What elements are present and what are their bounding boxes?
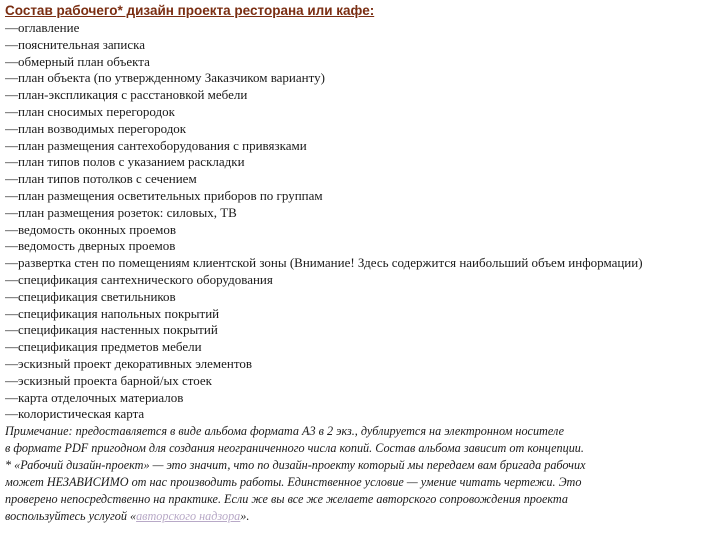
list-item: —спецификация настенных покрытий — [5, 322, 218, 338]
footnote-line-1: * «Рабочий дизайн-проект» — это значит, что по дизайн-проекту который мы передаем вам бригада рабочих — [5, 458, 586, 473]
list-item: —ведомость дверных проемов — [5, 238, 176, 254]
list-item: —карта отделочных материалов — [5, 389, 184, 405]
list-item: —колористическая карта — [5, 406, 145, 422]
list-item: —план размещения сантехоборудования с привязками — [5, 137, 307, 153]
footnote-prefix: воспользуйтесь услугой « — [5, 509, 137, 524]
list-item: —план размещения розеток: силовых, ТВ — [5, 204, 237, 220]
list-item: —ведомость оконных проемов — [5, 221, 177, 237]
note-line-2: в формате PDF пригодном для создания неограниченного числа копий. Состав альбома зависит от концепции. — [5, 441, 584, 456]
list-item: —эскизный проект декоративных элементов — [5, 355, 253, 371]
note-paragraph — [5, 423, 715, 525]
list-item: —развертка стен по помещениям клиентской зоны (Внимание! Здесь содержится наибольший объем информации) — [5, 255, 643, 271]
list-item: —эскизный проекта барной/ых стоек — [5, 372, 212, 388]
list-item: —план типов полов с указанием раскладки — [5, 154, 245, 170]
note-line-1: Примечание: предоставляется в виде альбома формата А3 в 2 экз., дублируется на электронном носителе — [5, 424, 564, 439]
list-item: —спецификация сантехнического оборудования — [5, 271, 273, 287]
list-item: —план типов потолков с сечением — [5, 171, 197, 187]
list-item: —план сносимых перегородок — [5, 103, 175, 119]
list-item: —спецификация предметов мебели — [5, 339, 202, 355]
footnote-line-2: может НЕЗАВИСИМО от нас производить работы. Единственное условие — умение читать чертежи. Это — [5, 475, 582, 490]
list-item: —пояснительная записка — [5, 36, 146, 52]
list-item: —спецификация светильников — [5, 288, 176, 304]
footnote-suffix: ». — [240, 509, 250, 524]
list-item: —оглавление — [5, 20, 80, 35]
list-item: —обмерный план объекта — [5, 53, 150, 69]
list-item: —план возводимых перегородок — [5, 120, 187, 136]
list-item: —план-экспликация с расстановкой мебели — [5, 87, 248, 103]
items-list — [5, 20, 715, 423]
list-item: —план размещения осветительных приборов по группам — [5, 187, 323, 203]
list-item: —план объекта (по утвержденному Заказчиком варианту) — [5, 70, 325, 86]
document-page — [5, 2, 715, 538]
footnote-line-3: проверено непосредственно на практике. Если же вы все же желаете авторского сопровождения проекта — [5, 492, 568, 507]
footnote-line-4 — [5, 508, 715, 525]
list-item: —спецификация напольных покрытий — [5, 305, 220, 321]
document-title: Состав рабочего* дизайн проекта ресторана или кафе: — [5, 3, 375, 18]
author-supervision-link[interactable]: авторского надзора — [136, 509, 241, 524]
